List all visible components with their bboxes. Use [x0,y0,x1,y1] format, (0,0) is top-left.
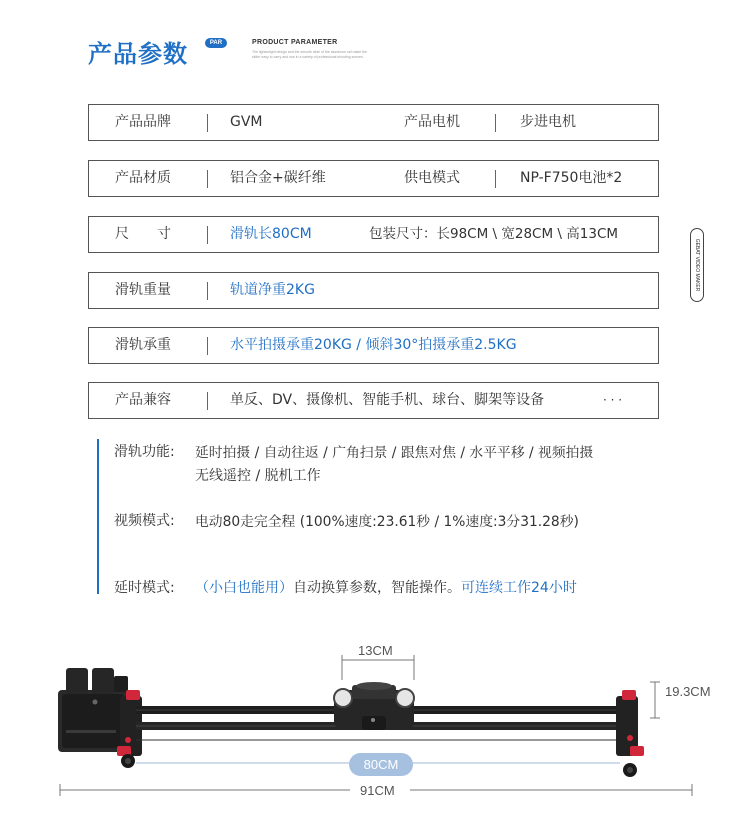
spec-row-brand [88,104,659,141]
side-brand-label: GEBAT VIDEO MAKER [690,228,704,302]
timelapse-value: （小白也能用）自动换算参数，智能操作。可连续工作24小时 [195,580,577,596]
function-label: 滑轨功能: [114,444,175,460]
carriage [334,682,414,730]
spec-value: 轨道净重2KG [230,282,315,298]
rail-length-pill: 80CM [349,753,413,776]
par-badge: PAR [205,38,227,48]
spec-row-load [88,327,659,364]
spec-label: 尺 寸 [115,226,171,242]
spec-row-weight [88,272,659,309]
spec-label: 滑轨承重 [115,337,171,353]
spec-value: 铝合金+碳纤维 [230,170,326,186]
spec-value-2: 步进电机 [520,114,576,130]
spec-label: 产品品牌 [115,114,171,130]
video-mode-value: 电动80走完全程 (100%速度:23.61秒 / 1%速度:3分31.28秒) [195,514,579,530]
timelapse-label: 延时模式: [114,580,175,596]
page-title: 产品参数 [88,40,188,68]
spec-label: 产品兼容 [115,392,171,408]
spec-row-size [88,216,659,253]
total-length-label: 91CM [360,783,395,798]
carriage-dimension-label: 13CM [358,643,393,658]
spec-value-2: NP-F750电池*2 [520,170,623,186]
spec-label: 产品材质 [115,170,171,186]
spec-value: 水平拍摄承重20KG / 倾斜30°拍摄承重2.5KG [230,337,517,353]
function-line-2: 无线遥控 / 脱机工作 [195,468,321,484]
spec-value-2: 包装尺寸：长98CM \ 宽28CM \ 高13CM [369,226,619,242]
carriage-dimension-lines [342,655,414,680]
spec-row-material [88,160,659,197]
feature-accent-bar [97,439,99,594]
spec-value: GVM [230,114,263,130]
spec-label: 滑轨重量 [115,282,171,298]
spec-label-2: 供电模式 [404,170,460,186]
section-subtitle: PRODUCT PARAMETER [252,39,338,46]
video-mode-label: 视频模式: [114,513,175,529]
spec-value: 单反、DV、摄像机、智能手机、球台、脚架等设备 [230,392,545,408]
spec-label-2: 产品电机 [404,114,460,130]
function-line-1: 延时拍摄 / 自动往返 / 广角扫景 / 跟焦对焦 / 水平平移 / 视频拍摄 [195,445,594,461]
more-dots: · · · [603,393,623,407]
height-dimension-lines [650,682,660,718]
height-dimension-label: 19.3CM [665,684,711,699]
header-small-text: The lightweight design and the smooth slide of the aluminum rail make the slider easy to carry and use in a variety of professional shooting scenes. [252,50,367,59]
spec-row-compat [88,382,659,419]
motor-unit [58,668,128,752]
spec-value: 滑轨长80CM [230,226,312,242]
